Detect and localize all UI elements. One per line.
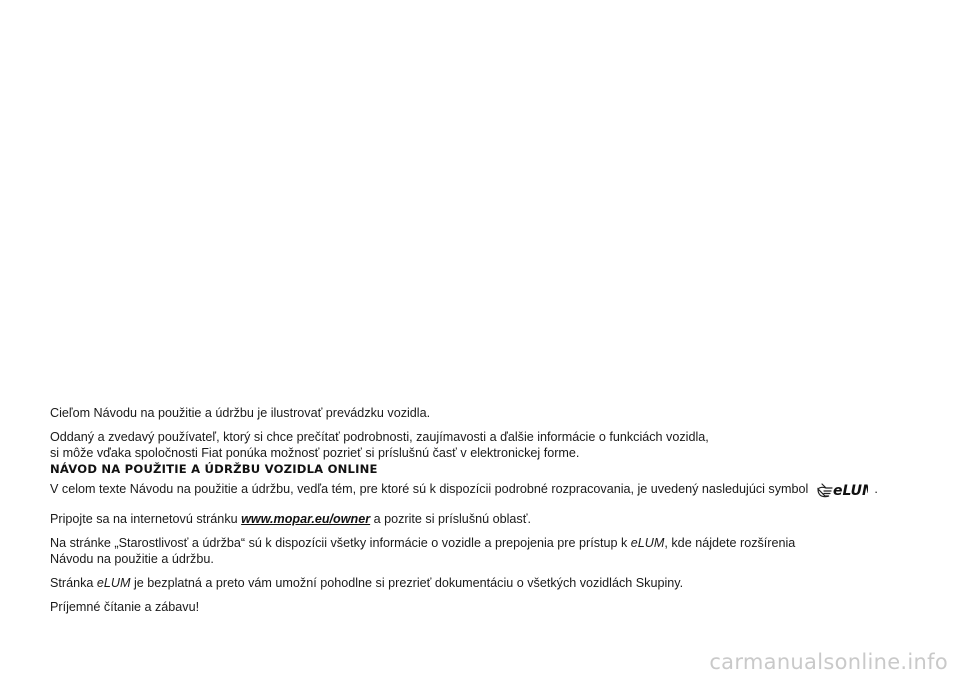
symbol-paragraph (50, 477, 930, 503)
free-text-after: je bezplatná a preto vám umožní pohodlne si prezrieť dokumentáciu o všetkých vozidlách Skupiny. (130, 576, 684, 590)
document-body (50, 405, 930, 615)
symbol-sentence-end: . (874, 482, 878, 496)
details-paragraph-line-2: si môže vďaka spoločnosti Fiat ponúka možnosť pozrieť si príslušnú časť v elektronickej forme. (50, 446, 580, 460)
free-elum: eLUM (96, 576, 131, 590)
free-paragraph (50, 575, 930, 591)
connect-text-before: Pripojte sa na internetovú stránku (50, 512, 242, 526)
mopar-owner-link[interactable]: www.mopar.eu/owner (241, 512, 371, 526)
care-text-after: , kde nájdete rozšírenia (664, 536, 796, 550)
elum-hand-icon (816, 477, 868, 503)
care-elum: eLUM (630, 536, 665, 550)
svg-text:eLUM: eLU (833, 483, 863, 499)
care-text-before: Na stránke „Starostlivosť a údržba“ sú k dispozícii všetky informácie o vozidle a prepojenia pre prístup k (50, 536, 631, 550)
connect-text-after: a pozrite si príslušnú oblasť. (370, 512, 531, 526)
intro-paragraph: Cieľom Návodu na použitie a údržbu je ilustrovať prevádzku vozidla. (50, 406, 431, 420)
care-paragraph-line-2: Návodu na použitie a údržbu. (50, 552, 214, 566)
section-heading: NÁVOD NA POUŽITIE A ÚDRŽBU VOZIDLA ONLINE (50, 462, 378, 476)
watermark: carmanualsonline.info (709, 650, 948, 674)
closing-paragraph: Príjemné čítanie a zábavu! (50, 600, 200, 614)
free-text-before: Stránka (50, 576, 97, 590)
details-paragraph-line-1: Oddaný a zvedavý používateľ, ktorý si chce prečítať podrobnosti, zaujímavosti a ďalšie informácie o funkciách vozidla, (50, 430, 709, 444)
care-paragraph-line-1 (50, 535, 930, 551)
symbol-sentence-text: V celom texte Návodu na použitie a údržbu, vedľa tém, pre ktoré sú k dispozícii podrobné rozpracovania, je uvedený nasledujúci symbol (50, 482, 809, 496)
connect-paragraph (50, 511, 930, 527)
